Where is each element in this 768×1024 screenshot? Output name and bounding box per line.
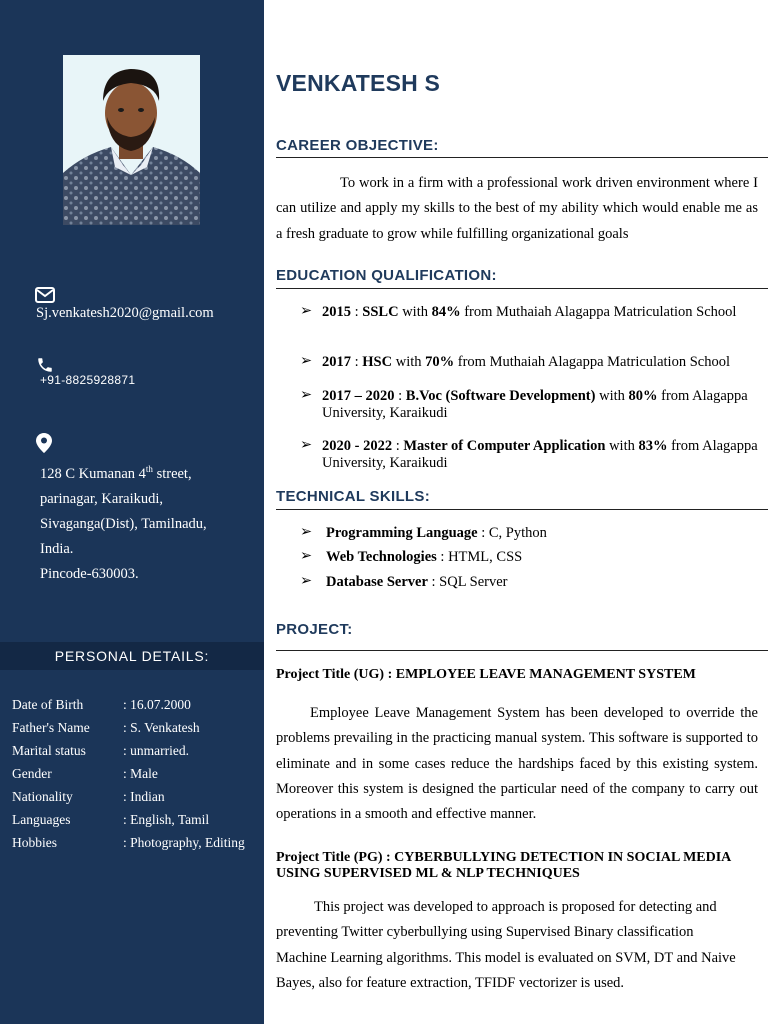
- address-block: [40, 457, 207, 587]
- address-line-4: India.: [40, 540, 74, 557]
- address-line-3: Sivaganga(Dist), Tamilnadu,: [40, 515, 207, 532]
- skill-item-1: Programming Language : C, Python: [326, 525, 547, 541]
- pd-row-nationality: Nationality : Indian: [12, 789, 165, 804]
- technical-skills-heading: TECHNICAL SKILLS:: [276, 488, 430, 505]
- address-line-1: 128 C Kumanan 4th street,: [40, 464, 192, 482]
- arrow-bullet-icon: ➢: [300, 387, 313, 403]
- pd-row-gender: Gender : Male: [12, 766, 158, 781]
- personal-details-heading: PERSONAL DETAILS:: [0, 642, 264, 670]
- career-divider: [276, 157, 768, 158]
- profile-photo: [63, 55, 200, 225]
- arrow-bullet-icon: ➢: [300, 548, 313, 564]
- pd-row-father: Father's Name : S. Venkatesh: [12, 720, 200, 735]
- skill-item-3: Database Server : SQL Server: [326, 574, 508, 590]
- project-heading: PROJECT:: [276, 621, 353, 638]
- skills-divider: [276, 509, 768, 510]
- education-heading: EDUCATION QUALIFICATION:: [276, 267, 497, 284]
- project-ug-text: Employee Leave Management System has been developed to override the problems prevailing in the practicing manual system. This software is supported to eliminate and in some cases reduce the hardships faced by this existing system. Moreover this system is designed the particular need of the company to carry out operations in a smooth and effective manner.: [276, 705, 758, 823]
- education-divider: [276, 288, 768, 289]
- location-pin-icon: [36, 433, 52, 458]
- arrow-bullet-icon: ➢: [300, 573, 313, 589]
- arrow-bullet-icon: ➢: [300, 303, 313, 319]
- phone-text[interactable]: +91-8825928871: [40, 373, 136, 387]
- arrow-bullet-icon: ➢: [300, 437, 313, 453]
- career-objective-heading: CAREER OBJECTIVE:: [276, 137, 439, 154]
- education-item-2: 2017 : HSC with 70% from Muthaiah Alagappa Matriculation School: [322, 354, 730, 370]
- pd-row-dob: Date of Birth : 16.07.2000: [12, 697, 191, 712]
- project-ug-title: Project Title (UG) : EMPLOYEE LEAVE MANAGEMENT SYSTEM: [276, 667, 696, 682]
- email-text[interactable]: Sj.venkatesh2020@gmail.com: [36, 305, 214, 321]
- pd-row-languages: Languages : English, Tamil: [12, 812, 210, 827]
- candidate-name: VENKATESH S: [276, 70, 441, 96]
- pd-row-marital: Marital status : unmarried.: [12, 743, 189, 758]
- education-item-4: 2020 - 2022 : Master of Computer Application with 83% from Alagappa University, Karaikudi: [322, 438, 758, 471]
- project-divider: [276, 650, 768, 651]
- arrow-bullet-icon: ➢: [300, 353, 313, 369]
- project-pg-title: Project Title (PG) : CYBERBULLYING DETECTION IN SOCIAL MEDIA USING SUPERVISED ML & NLP TECHNIQUES: [276, 850, 731, 881]
- address-line-5: Pincode-630003.: [40, 565, 139, 582]
- education-item-3: 2017 – 2020 : B.Voc (Software Development) with 80% from Alagappa University, Karaikudi: [322, 388, 748, 421]
- pd-row-hobbies: Hobbies : Photography, Editing: [12, 835, 245, 850]
- skill-item-2: Web Technologies : HTML, CSS: [326, 549, 523, 565]
- career-objective-text: To work in a firm with a professional work driven environment where I can utilize and apply my skills to the best of my ability which would enable me as a fresh graduate to grow while fulfilling organizational goals: [276, 175, 758, 242]
- arrow-bullet-icon: ➢: [300, 524, 313, 540]
- address-line-2: parinagar, Karaikudi,: [40, 490, 164, 507]
- education-item-1: 2015 : SSLC with 84% from Muthaiah Alagappa Matriculation School: [322, 304, 737, 320]
- project-pg-text: This project was developed to approach is proposed for detecting and preventing Twitter cyberbullying using Supervised Binary classification Machine Learning algorithms. This model is evaluated on SVM, DT and Naive Bayes, also for feature extraction, TFIDF vectorizer is used.: [276, 899, 736, 991]
